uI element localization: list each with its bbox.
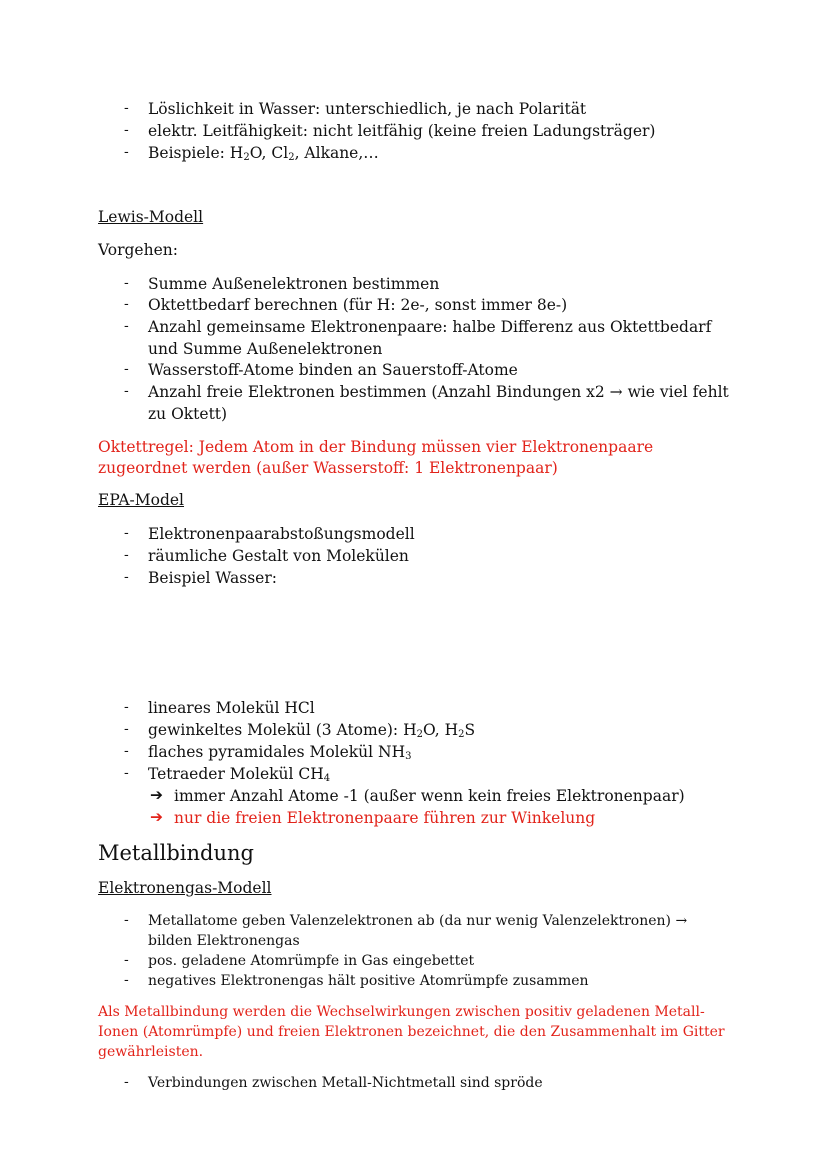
list-item: Metallatome geben Valenzelektronen ab (da nur wenig Valenzelektronen) → <box>148 913 688 929</box>
octet-rule-line: Oktettregel: Jedem Atom in der Bindung müssen vier Elektronenpaare <box>98 438 654 456</box>
list-bullet: - <box>124 144 129 160</box>
metal-bond-definition-line: Als Metallbindung werden die Wechselwirkungen zwischen positiv geladenen Metall- <box>98 1004 705 1020</box>
list-item: lineares Molekül HCl <box>148 699 315 717</box>
list-bullet: - <box>124 296 129 312</box>
list-item: Verbindungen zwischen Metall-Nichtmetall sind spröde <box>148 1075 543 1091</box>
list-bullet: - <box>124 275 129 291</box>
list-bullet: - <box>124 100 129 116</box>
list-bullet: - <box>124 699 129 715</box>
list-bullet: - <box>124 361 129 377</box>
list-item: Löslichkeit in Wasser: unterschiedlich, je nach Polarität <box>148 100 587 118</box>
octet-rule-line: zugeordnet werden (außer Wasserstoff: 1 Elektronenpaar) <box>98 459 558 477</box>
list-bullet: - <box>124 765 129 781</box>
list-item: elektr. Leitfähigkeit: nicht leitfähig (keine freien Ladungsträger) <box>148 122 656 140</box>
arrow-note: immer Anzahl Atome -1 (außer wenn kein freies Elektronenpaar) <box>174 787 685 805</box>
list-bullet: - <box>124 972 129 988</box>
list-item: Oktettbedarf berechnen (für H: 2e-, sonst immer 8e-) <box>148 296 568 314</box>
arrow-icon: ➔ <box>150 786 163 804</box>
list-bullet: - <box>124 912 129 928</box>
list-item: räumliche Gestalt von Molekülen <box>148 547 409 565</box>
list-item: Beispiel Wasser: <box>148 569 277 587</box>
list-item-continuation: bilden Elektronengas <box>148 933 300 949</box>
list-item: gewinkeltes Molekül (3 Atome): $H_2O$, $H_2S$ <box>148 721 476 740</box>
list-item-continuation: zu Oktett) <box>148 405 228 423</box>
list-item: Beispiele: $H_2O$, $Cl_2$, Alkane,… <box>148 144 379 163</box>
lewis-intro: Vorgehen: <box>98 241 178 259</box>
list-item: Anzahl gemeinsame Elektronenpaare: halbe Differenz aus Oktettbedarf <box>148 318 712 336</box>
list-bullet: - <box>124 547 129 563</box>
list-bullet: - <box>124 122 129 138</box>
section-title-metallbindung: Metallbindung <box>98 841 254 865</box>
list-bullet: - <box>124 383 129 399</box>
arrow-note-highlight: nur die freien Elektronenpaare führen zur Winkelung <box>174 809 596 827</box>
list-item: flaches pyramidales Molekül $NH_3$ <box>148 743 412 762</box>
list-item: Wasserstoff-Atome binden an Sauerstoff-Atome <box>148 361 518 379</box>
arrow-icon: ➔ <box>150 808 163 826</box>
list-bullet: - <box>124 743 129 759</box>
section-heading-lewis: Lewis-Modell <box>98 208 204 226</box>
section-heading-epa: EPA-Model <box>98 491 185 509</box>
list-item: Summe Außenelektronen bestimmen <box>148 275 440 293</box>
list-bullet: - <box>124 721 129 737</box>
list-item-continuation: und Summe Außenelektronen <box>148 340 383 358</box>
list-item: Tetraeder Molekül $CH_4$ <box>148 765 331 784</box>
list-item: pos. geladene Atomrümpfe in Gas eingebettet <box>148 953 475 969</box>
list-bullet: - <box>124 952 129 968</box>
list-bullet: - <box>124 525 129 541</box>
list-item: negatives Elektronengas hält positive Atomrümpfe zusammen <box>148 973 589 989</box>
list-item: Anzahl freie Elektronen bestimmen (Anzahl Bindungen x2 → wie viel fehlt <box>148 383 729 401</box>
section-heading-elektronengas: Elektronengas-Modell <box>98 879 272 897</box>
list-item: Elektronenpaarabstoßungsmodell <box>148 525 415 543</box>
list-bullet: - <box>124 569 129 585</box>
metal-bond-definition-line: gewährleisten. <box>98 1044 204 1060</box>
metal-bond-definition-line: Ionen (Atomrümpfe) und freien Elektronen bezeichnet, die den Zusammenhalt im Gitter <box>98 1024 725 1040</box>
list-bullet: - <box>124 318 129 334</box>
list-bullet: - <box>124 1074 129 1090</box>
